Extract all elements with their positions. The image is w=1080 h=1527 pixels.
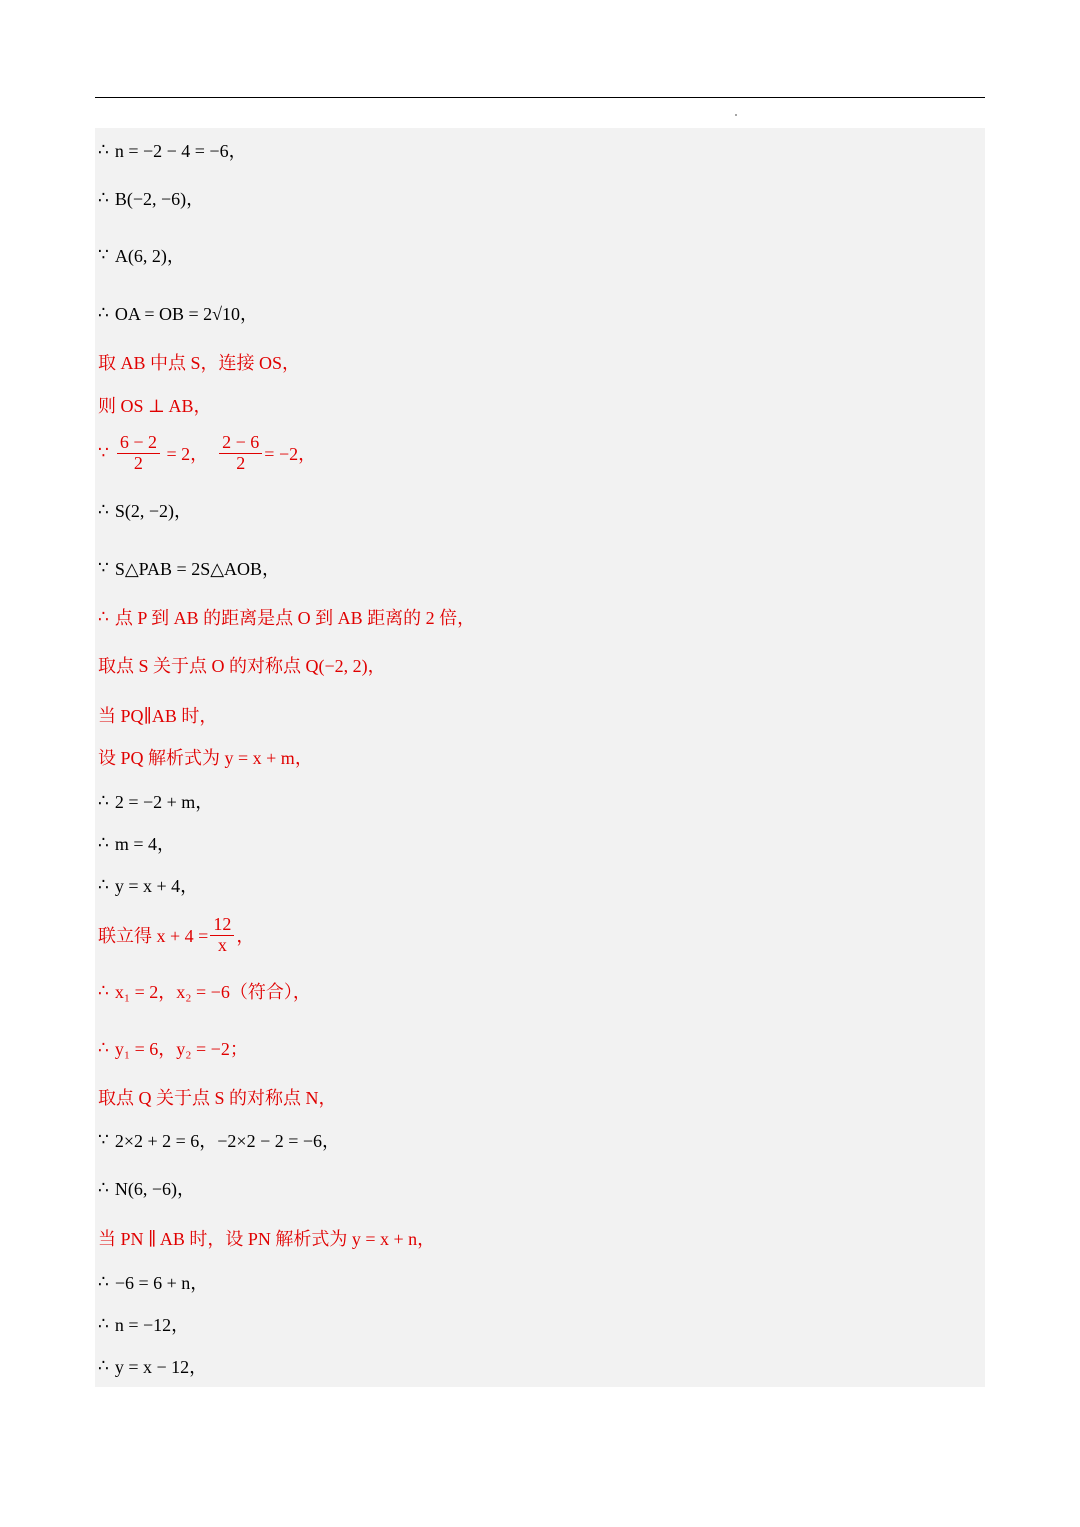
solution-line <box>98 915 254 955</box>
line-text: y₁ = 6，y₂ = −2； <box>114 1039 248 1059</box>
solution-line <box>98 1120 340 1160</box>
line-text: 取点 S 关于点 O 的对称点 Q(−2, 2)， <box>98 656 386 676</box>
line-text: 当 PN ∥ AB 时，设 PN 解析式为 y = x + n， <box>98 1229 436 1249</box>
line-text: 取 AB 中点 S，连接 OS， <box>98 353 301 373</box>
solution-line <box>98 235 185 275</box>
line-text: 当 PQ∥AB 时， <box>98 706 218 726</box>
line-text: 设 PQ 解析式为 y = x + m， <box>98 748 313 768</box>
solution-line <box>98 548 280 588</box>
line-text: 则 OS ⊥ AB， <box>98 396 212 416</box>
therefore-symbol: ∴ <box>98 1272 109 1292</box>
line-text: n = −12， <box>114 1315 190 1335</box>
line-text: = −2， <box>264 444 317 464</box>
solution-line <box>98 1168 195 1208</box>
line-text: 2×2 + 2 = 6，−2×2 − 2 = −6， <box>114 1131 341 1151</box>
line-text: 联立得 x + 4 = <box>98 926 209 946</box>
solution-line <box>98 385 211 425</box>
solution-line <box>98 130 247 170</box>
solution-line <box>98 1304 189 1344</box>
therefore-symbol: ∴ <box>98 1178 109 1198</box>
line-text: A(6, 2)， <box>114 246 185 266</box>
line-text: S△PAB = 2S△AOB， <box>114 559 281 579</box>
because-symbol: ∵ <box>98 1130 109 1150</box>
solution-line <box>98 597 475 637</box>
line-text: x₁ = 2，x₂ = −6（符合）， <box>114 982 311 1002</box>
line-text: S(2, −2)， <box>114 501 192 521</box>
fraction-denominator: 2 <box>236 452 246 473</box>
line-text: 点 P 到 AB 的距离是点 O 到 AB 距离的 2 倍， <box>114 608 476 628</box>
therefore-symbol: ∴ <box>98 303 109 323</box>
solution-line <box>98 1262 208 1302</box>
solution-line <box>98 178 204 218</box>
therefore-symbol: ∴ <box>98 500 109 520</box>
therefore-symbol: ∴ <box>98 981 109 1001</box>
solution-line <box>98 737 313 777</box>
line-text: ， <box>236 926 255 946</box>
header-dot <box>735 114 737 116</box>
fraction-numerator: 6 − 2 <box>117 433 160 454</box>
solution-line <box>98 781 213 821</box>
solution-line <box>98 1077 337 1117</box>
fraction <box>219 433 262 474</box>
because-symbol: ∵ <box>98 558 109 578</box>
line-text: −6 = 6 + n， <box>114 1273 209 1293</box>
solution-line <box>98 490 192 530</box>
therefore-symbol: ∴ <box>98 1314 109 1334</box>
fraction-numerator: 2 − 6 <box>219 433 262 454</box>
because-symbol: ∵ <box>98 245 109 265</box>
header-rule <box>95 97 985 98</box>
fraction-numerator: 12 <box>210 915 234 936</box>
line-text: N(6, −6)， <box>114 1179 195 1199</box>
therefore-symbol: ∴ <box>98 791 109 811</box>
solution-line <box>98 823 175 863</box>
solution-line <box>98 342 300 382</box>
therefore-symbol: ∴ <box>98 875 109 895</box>
therefore-symbol: ∴ <box>98 607 109 627</box>
solution-line <box>98 433 316 473</box>
solution-line <box>98 971 311 1011</box>
line-text: y = x + 4， <box>114 876 199 896</box>
fraction-denominator: x <box>217 934 227 955</box>
therefore-symbol: ∴ <box>98 140 109 160</box>
therefore-symbol: ∴ <box>98 1038 109 1058</box>
solution-line <box>98 645 386 685</box>
therefore-symbol: ∴ <box>98 833 109 853</box>
line-text: 取点 Q 关于点 S 的对称点 N， <box>98 1088 337 1108</box>
therefore-symbol: ∴ <box>98 188 109 208</box>
line-text: n = −2 − 4 = −6， <box>114 141 247 161</box>
line-text: 2 = −2 + m， <box>114 792 214 812</box>
line-text: B(−2, −6)， <box>114 189 205 209</box>
solution-line <box>98 1346 207 1386</box>
solution-line <box>98 865 198 905</box>
fraction <box>210 915 234 956</box>
fraction <box>117 433 160 474</box>
solution-line <box>98 293 258 333</box>
therefore-symbol: ∴ <box>98 1356 109 1376</box>
solution-line <box>98 695 217 735</box>
because-symbol: ∵ <box>98 443 109 463</box>
line-text: y = x − 12， <box>114 1357 208 1377</box>
line-text: = 2， <box>161 444 218 464</box>
solution-line <box>98 1028 248 1068</box>
solution-line <box>98 1218 435 1258</box>
line-text: OA = OB = 2√10， <box>114 304 259 324</box>
line-text: m = 4， <box>114 834 175 854</box>
fraction-denominator: 2 <box>133 452 143 473</box>
